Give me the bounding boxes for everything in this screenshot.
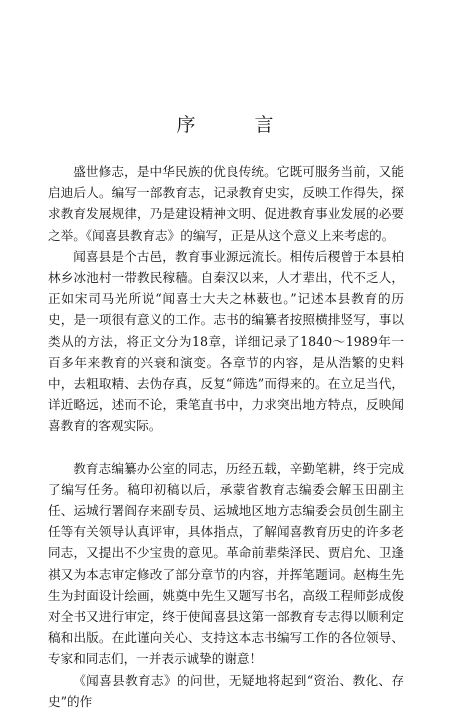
paragraph-2: 闻喜县是个古邑，教育事业源远流长。相传后稷曾于本县柏林乡冰池村一带教民稼穑。自秦汉以来，人才辈出，代不乏人，正如宋司马光所说“闻喜士大夫之林薮也。”记述本县教育的历史，是一项很有意义的工作。志书的编纂者按照横排竖写，事以类从的方法，将正文分为18章，详细记录了1840～1989年一百多年来教育的兴衰和演变。各章节的内容，是从浩繁的史料中，去粗取精、去伪存真，反复“筛选”而得来的。在立足当代，详近略远，述而不论，秉笔直书中，力求突出地方特点，反映闻喜教育的客观实际。 <box>48 248 404 434</box>
paragraph-3: 教育志编纂办公室的同志，历经五载，辛勤笔耕，终于完成了编写任务。稿印初稿以后，承蒙省教育志编委会解玉田副主任、运城行署阎存来副专员、运城地区地方志编委会员创生副主任等有关领导认真评审，具体指点，了解闻喜教育历史的许多老同志，又提出不少宝贵的意见。革命前辈柴泽民、贾启允、卫逢祺又为本志审定修改了部分章节的内容，并挥笔题词。赵梅生先生为封面设计绘画，姚奠中先生又题写书名，高级工程师彭成俊对全书又进行审定，终于使闻喜县这第一部教育专志得以顺利定稿和出版。在此谨向关心、支持这本志书编写工作的各位领导、专家和同志们，一并表示诚挚的谢意！ <box>48 460 404 667</box>
page-title: 序 言 <box>176 114 294 136</box>
paragraph-4: 《闻喜县教育志》的问世，无疑地将起到“资治、教化、存史”的作 <box>48 672 404 709</box>
preface-body <box>48 161 404 712</box>
paragraph-1: 盛世修志，是中华民族的优良传统。它既可服务当前，又能启迪后人。编写一部教育志，记录教育史实，反映工作得失，探求教育发展规律，乃是建设精神文明、促进教育事业发展的必要之举。《闻喜县教育志》的编写，正是从这个意义上来考虑的。 <box>48 164 404 243</box>
